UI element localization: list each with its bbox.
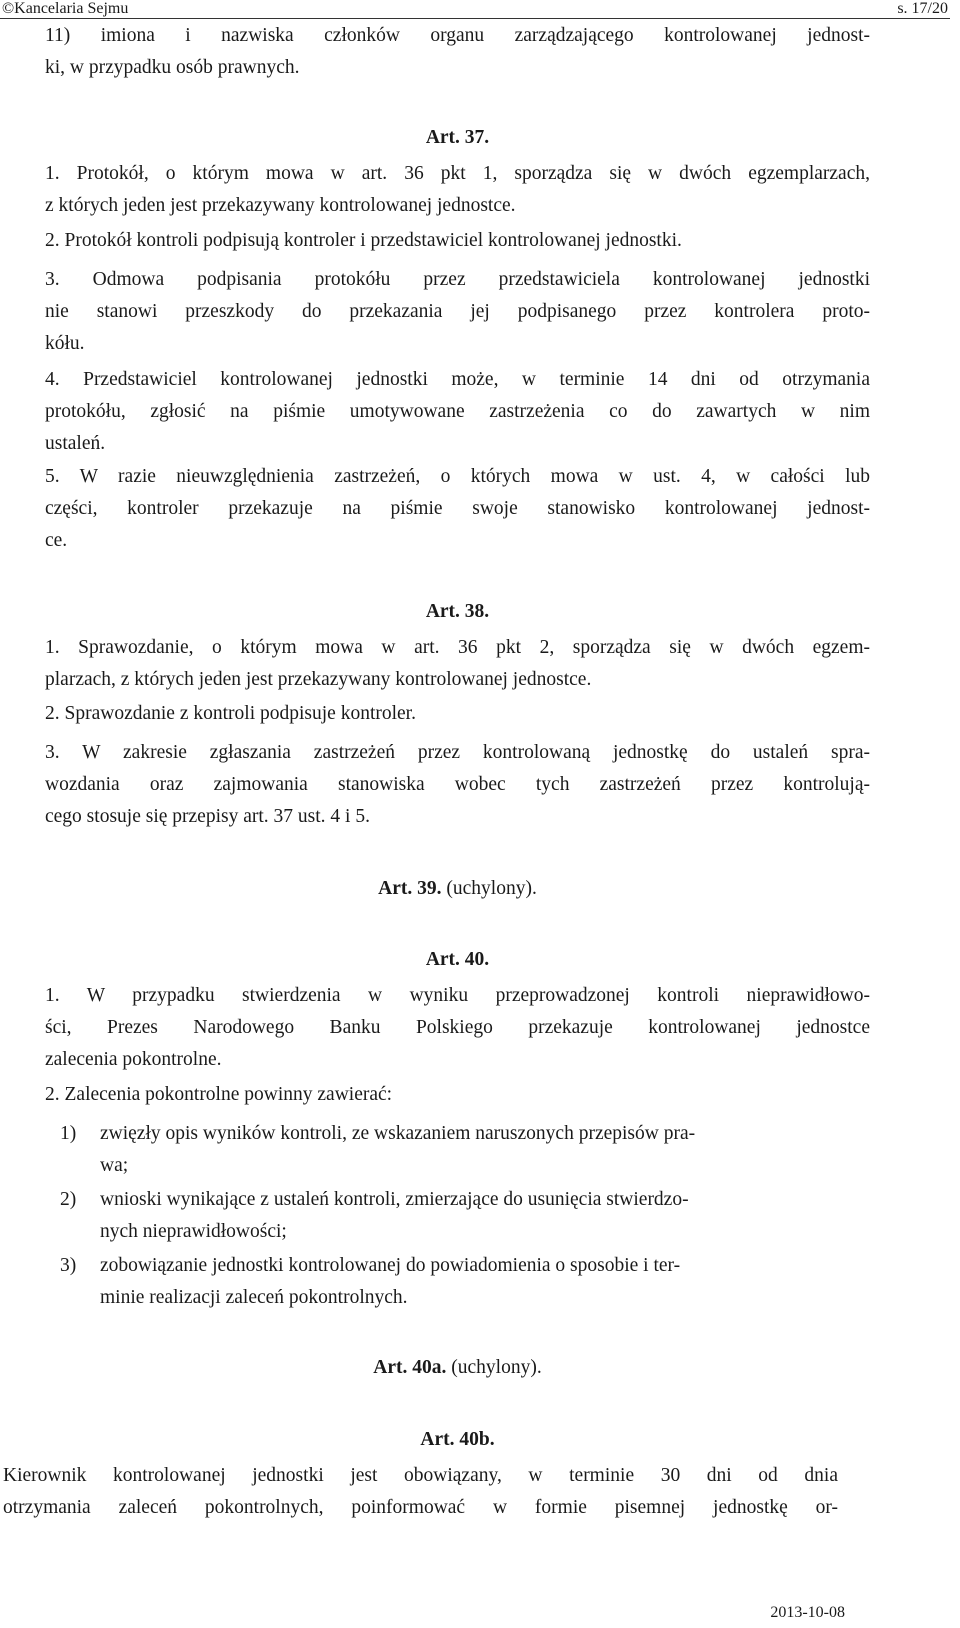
art-37-para-4: 4. Przedstawiciel kontrolowanej jednostki może, w terminie 14 dni od otrzymania protokółu, zgłosić na piśmie umotywowane zastrzeżenia co do zawartych w nim ustaleń. <box>45 369 870 454</box>
art-40a-heading: Art. 40a. (uchylony). <box>373 1357 542 1378</box>
intro-item-11: 11) imiona i nazwiska członków organu zarządzającego kontrolowanej jednost- ki, w przypadku osób prawnych. <box>45 25 870 78</box>
art-37-para-5: 5. W razie nieuwzględnienia zastrzeżeń, o których mowa w ust. 4, w całości lub części, kontroler przekazuje na piśmie swoje stanowisko kontrolowanej jednost- ce. <box>45 466 870 551</box>
art-40-heading: Art. 40. <box>425 949 490 970</box>
art-40b-heading: Art. 40b. <box>420 1429 495 1450</box>
art-38-heading: Art. 38. <box>425 601 490 622</box>
art-40-list-item: 2) wnioski wynikające z ustaleń kontroli, zmierzające do usunięcia stwierdzo- nych nieprawidłowości; <box>60 1189 689 1242</box>
art-40-list-item: 3) zobowiązanie jednostki kontrolowanej do powiadomienia o sposobie i ter- minie realizacji zaleceń pokontrolnych. <box>60 1255 681 1308</box>
art-37-para-2: 2. Protokół kontroli podpisują kontroler i przedstawiciel kontrolowanej jednostki. <box>45 230 682 251</box>
footer-date: 2013-10-08 <box>770 1604 845 1621</box>
art-39-heading: Art. 39. (uchylony). <box>378 878 537 899</box>
art-37-heading: Art. 37. <box>425 127 490 148</box>
art-40-para-1: 1. W przypadku stwierdzenia w wyniku przeprowadzonej kontroli nieprawidłowo- ści, Prezes Narodowego Banku Polskiego przekazuje kontrolowanej jednostce zalecenia pokontrolne. <box>45 985 870 1070</box>
art-40-list-item: 1) zwięzły opis wyników kontroli, ze wskazaniem naruszonych przepisów pra- wa; <box>60 1123 696 1176</box>
art-38-para-1: 1. Sprawozdanie, o którym mowa w art. 36 pkt 2, sporządza się w dwóch egzem- plarzach, z których jeden jest przekazywany kontrolowanej jednostce. <box>45 637 870 690</box>
art-37-para-1: 1. Protokół, o którym mowa w art. 36 pkt 1, sporządza się w dwóch egzemplarzach, z których jeden jest przekazywany kontrolowanej jednostce. <box>45 163 870 216</box>
art-37-para-3: 3. Odmowa podpisania protokółu przez przedstawiciela kontrolowanej jednostki nie stanowi przeszkody do przekazania jej podpisanego przez kontrolera proto- kółu. <box>45 269 870 354</box>
header-page-number: s. 17/20 <box>897 0 948 17</box>
art-38-para-3: 3. W zakresie zgłaszania zastrzeżeń przez kontrolowaną jednostkę do ustaleń spra- wozdania oraz zajmowania stanowiska wobec tych zastrzeżeń przez kontrolują- cego stosuje się przepisy art. 37 ust. 4 i 5. <box>45 742 870 827</box>
art-40-para-2: 2. Zalecenia pokontrolne powinny zawierać: <box>45 1084 393 1105</box>
header-copyright: ©Kancelaria Sejmu <box>2 0 129 17</box>
art-38-para-2: 2. Sprawozdanie z kontroli podpisuje kontroler. <box>45 703 416 724</box>
header-divider <box>0 18 950 19</box>
art-40b-para: Kierownik kontrolowanej jednostki jest obowiązany, w terminie 30 dni od dnia otrzymania zaleceń pokontrolnych, poinformować w formie pisemnej jednostkę or- <box>3 1465 838 1518</box>
